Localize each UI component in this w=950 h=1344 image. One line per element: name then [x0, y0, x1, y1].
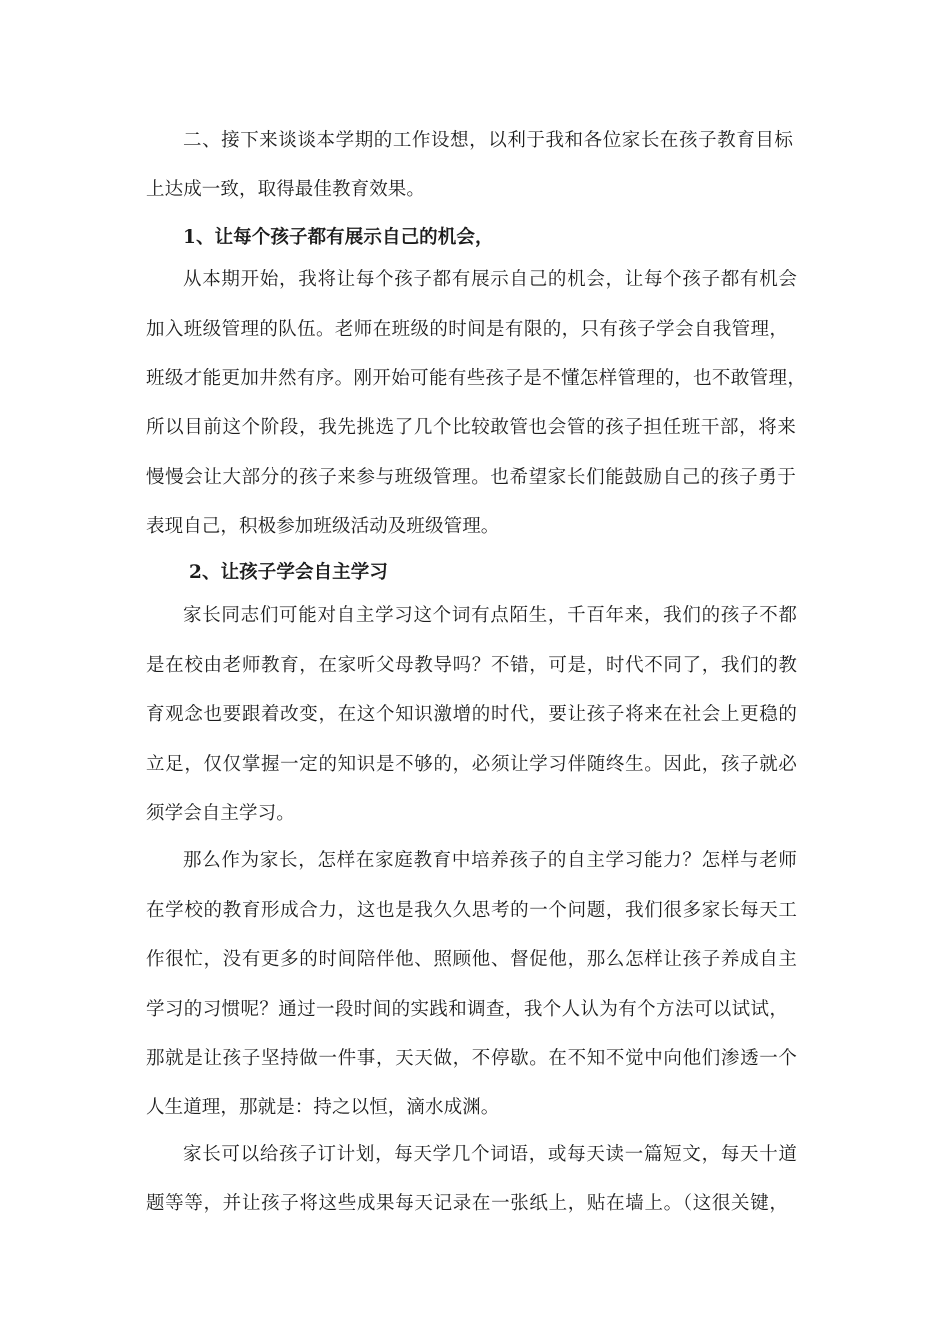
- heading-2: 2、让孩子学会自主学习: [189, 562, 388, 583]
- paragraph-3-line-4: 立足，仅仅掌握一定的知识是不够的，必须让学习伴随终生。因此，孩子就必: [146, 754, 797, 775]
- paragraph-2-line-4: 所以目前这个阶段，我先挑选了几个比较敢管也会管的孩子担任班干部，将来: [146, 417, 796, 438]
- paragraph-3-line-1: 家长同志们可能对自主学习这个词有点陌生，千百年来，我们的孩子不都: [183, 605, 797, 626]
- paragraph-2-line-5: 慢慢会让大部分的孩子来参与班级管理。也希望家长们能鼓励自己的孩子勇于: [146, 467, 796, 488]
- paragraph-4-line-2: 在学校的教育形成合力，这也是我久久思考的一个问题，我们很多家长每天工: [146, 900, 797, 921]
- paragraph-3-line-2: 是在校由老师教育，在家听父母教导吗？不错，可是，时代不同了，我们的教: [146, 655, 797, 676]
- paragraph-4-line-6: 人生道理，那就是：持之以恒，滴水成渊。: [146, 1097, 500, 1118]
- heading-1: 1、让每个孩子都有展示自己的机会，: [183, 227, 494, 248]
- paragraph-2-line-2: 加入班级管理的队伍。老师在班级的时间是有限的，只有孩子学会自我管理，: [146, 319, 788, 340]
- paragraph-3-line-5: 须学会自主学习。: [146, 803, 295, 824]
- paragraph-1-line-1: 二、接下来谈谈本学期的工作设想，以利于我和各位家长在孩子教育目标: [183, 130, 793, 151]
- paragraph-1-line-2: 上达成一致，取得最佳教育效果。: [146, 179, 426, 200]
- paragraph-2-line-6: 表现自己，积极参加班级活动及班级管理。: [146, 516, 500, 537]
- paragraph-4-line-4: 学习的习惯呢？通过一段时间的实践和调查，我个人认为有个方法可以试试，: [146, 999, 788, 1020]
- paragraph-2-line-1: 从本期开始，我将让每个孩子都有展示自己的机会，让每个孩子都有机会: [183, 269, 797, 290]
- paragraph-4-line-3: 作很忙，没有更多的时间陪伴他、照顾他、督促他，那么怎样让孩子养成自主: [146, 949, 797, 970]
- paragraph-3-line-3: 育观念也要跟着改变，在这个知识激增的时代，要让孩子将来在社会上更稳的: [146, 704, 797, 725]
- paragraph-5-line-2: 题等等，并让孩子将这些成果每天记录在一张纸上，贴在墙上。（这很关键，: [146, 1193, 788, 1214]
- paragraph-4-line-1: 那么作为家长，怎样在家庭教育中培养孩子的自主学习能力？怎样与老师: [183, 850, 797, 871]
- paragraph-4-line-5: 那就是让孩子坚持做一件事，天天做，不停歇。在不知不觉中向他们渗透一个: [146, 1048, 797, 1069]
- paragraph-5-line-1: 家长可以给孩子订计划，每天学几个词语，或每天读一篇短文，每天十道: [183, 1144, 797, 1165]
- paragraph-2-line-3: 班级才能更加井然有序。刚开始可能有些孩子是不懂怎样管理的，也不敢管理，: [146, 368, 806, 389]
